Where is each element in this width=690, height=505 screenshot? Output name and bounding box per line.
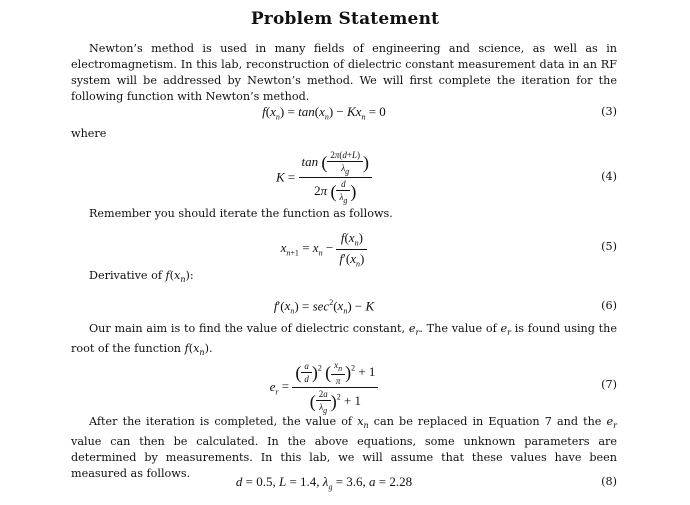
derivative-label: Derivative of xyxy=(89,269,166,282)
equation-4-body: K = tan ( $\frac{2\pi(d+L)}{\lambda_g}$ ) 2π ( $\frac{d}{\lambda_g}$ ) xyxy=(71,150,577,205)
equation-4-number: (4) xyxy=(601,170,617,183)
value-L: 1.4 xyxy=(300,474,317,489)
equation-3 xyxy=(71,104,617,122)
intro-paragraph: Newton’s method is used in many fields of engineering and science, as well as in electromagnetism. In this lab, reconstruction of dielectric constant measurement data in an RF system will be addressed by Newton’s method. We will first complete the iteration for the following function with Newton’s method. xyxy=(71,42,617,103)
equation-5 xyxy=(71,230,617,269)
equation-8 xyxy=(71,474,617,492)
aim-text-2: . The value of xyxy=(419,322,501,335)
equation-5-body: $x_{n+1} = x_n$ − $\frac{f(x_n)}{f'(x_n)}$ xyxy=(71,230,577,268)
derivative-paragraph: Derivative of $f(x_n)$: xyxy=(89,269,194,285)
after-text-1: After the iteration is completed, the value of xyxy=(89,415,358,428)
where-text: where xyxy=(71,127,107,140)
after-text-2: can be replaced in Equation 7 and the xyxy=(368,415,607,428)
equation-8-number: (8) xyxy=(601,475,617,488)
equation-6 xyxy=(71,298,617,316)
equation-7-number: (7) xyxy=(601,378,617,391)
equation-3-body: $f(x_n) = \tan(x_n) - Kx_n = 0$ xyxy=(262,104,386,122)
remember-paragraph: Remember you should iterate the function as follows. xyxy=(89,207,393,220)
after-paragraph: After the iteration is completed, the value of $x_n$ can be replaced in Equation 7 and the $e_r$ value can then be calculated. In the above equations, some unknown parameters are determined by measurements. In this lab, we will assume that these values have been measured as follows. xyxy=(71,415,617,481)
equation-7-body: $e_r$ = ( $\frac{a}{d}$ )$^2$ ( $\frac{x_n}{\pi}$ )$^2$ + 1 ( $\frac{2a}{\lambda_g}$ )$^2$ + 1 xyxy=(71,360,577,415)
aim-paragraph: Our main aim is to find the value of dielectric constant, $e_r$. The value of $e_r$ is found using the root of the function $f(x_n)$. xyxy=(71,322,617,358)
equation-6-number: (6) xyxy=(601,299,617,312)
equation-7 xyxy=(71,360,617,415)
value-a: 2.28 xyxy=(389,474,413,489)
equation-3-number: (3) xyxy=(601,105,617,118)
section-title: Problem Statement xyxy=(250,9,440,29)
equation-8-body: d = 0.5, L = 1.4, $\lambda_g = 3.6$, a = 2.28 xyxy=(235,474,413,492)
equation-6-body: $f'(x_n) = \sec^2(x_n) - K$ xyxy=(273,298,375,316)
aim-text-3: is found using the root of the function xyxy=(71,322,617,356)
after-text-3: value can then be calculated. In the above equations, some unknown parameters are determined by measurements. In this lab, we will assume that these values have been measured as follows. xyxy=(71,435,617,481)
equation-4 xyxy=(71,150,617,205)
equation-5-number: (5) xyxy=(601,240,617,253)
value-d: 0.5 xyxy=(256,474,273,489)
aim-text-1: Our main aim is to find the value of dielectric constant, xyxy=(89,322,409,335)
value-lambda-g: 3.6 xyxy=(346,474,363,489)
